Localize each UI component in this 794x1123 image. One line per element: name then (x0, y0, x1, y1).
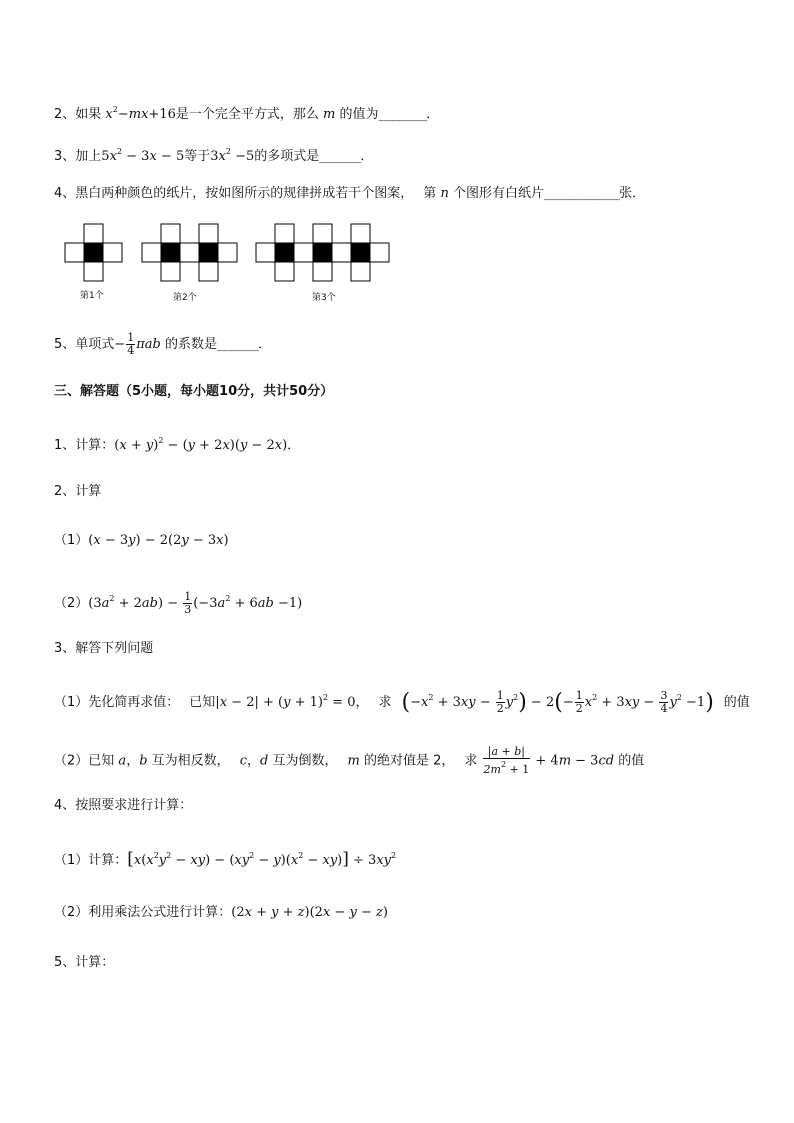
black-tile (199, 243, 218, 262)
q2-suffix: 的值为 (339, 107, 379, 122)
problem-4-sub2-label: （2）利用乘法公式进行计算： (54, 905, 232, 920)
section-heading: 三、解答题（5小题，每小题10分，共计50分） (54, 384, 334, 399)
problem-4-sub2-expression: (2x + y + z)(2x − y − z) (231, 905, 388, 920)
white-tile (275, 224, 294, 243)
problem-1-label: 1、计算： (54, 438, 115, 453)
white-tile (199, 262, 218, 281)
q3-blank[interactable]: ______ (319, 149, 361, 164)
problem-3-part-1: （1）先化简再求值： 已知$|x - 2| + (y + 1)^2 = 0$， 求 ($-x^2 + 3xy$ − $\frac{1}{2}$ $y^2) - 2(-$ $\frac{1}{2}$ $x^2 + 3xy$ − $\frac{3}{4}$ $y^2 -1$) 的值 (54, 689, 750, 715)
problem-3-sub2-a: （2）已知 (54, 753, 115, 769)
q4-blank[interactable]: ___________ (543, 186, 620, 201)
problem-3-sub1-e: 的值 (723, 695, 750, 710)
problem-3-sub2-fraction: $\frac{|a + b|}{2m^2 + 1}$ (483, 745, 530, 776)
problem-5-label: 5、计算： (54, 955, 115, 970)
q5-monomial: πab (136, 337, 161, 352)
q3-mid: 等于 (184, 149, 211, 164)
fill-question-2 (54, 100, 439, 125)
pattern-figure (60, 222, 400, 306)
black-tile (351, 243, 370, 262)
white-tile (84, 262, 103, 281)
caption-figure-3: 第3个 (312, 293, 336, 303)
white-tile (313, 224, 332, 243)
problem-3-sub1-c: ， (355, 695, 369, 710)
problem-1-expression: $(x + y)^2 - (y + 2x)(y - 2x)$ (114, 436, 288, 453)
problem-3-sub2-b: 互为相反数， (151, 753, 230, 769)
problem-3-sub1-condition: $|x - 2| + (y + 1)^2 = 0$ (215, 693, 356, 710)
q5-prefix: 5、单项式 (54, 337, 115, 352)
black-tile (275, 243, 294, 262)
white-tile (275, 262, 294, 281)
q5-blank[interactable]: ______ (216, 337, 258, 352)
white-tile (351, 224, 370, 243)
q5-suffix: 的系数是 (164, 337, 217, 352)
white-tile (199, 224, 218, 243)
white-tile (180, 243, 199, 262)
problem-3-sub2-d: 的绝对值是 2， (363, 753, 455, 769)
problem-2-label: 2、计算 (54, 484, 102, 499)
pattern-figure-svg (60, 222, 400, 302)
white-tile (142, 243, 161, 262)
problem-3-sub1-expression: $-x^2 + 3xy$ − (410, 693, 495, 710)
problem-1-end: ． (287, 438, 301, 453)
black-tile (84, 243, 103, 262)
q3-expr-a: $5x^2 - 3x - 5$ (101, 147, 185, 164)
problem-2-sub2-expression: $(3a^2 + 2ab)$ − (88, 594, 183, 611)
problem-4-part-1 (54, 846, 396, 871)
problem-4-sub1-expression: $[x(x^2y^2 - xy) - (xy^2 - y)(x^2 - xy)] \div 3xy^2$ (127, 849, 397, 869)
white-tile (351, 262, 370, 281)
white-tile (218, 243, 237, 262)
problem-2-sub2-label: （2） (54, 596, 89, 611)
problem-2-sub1-expression: (x − 3y) − 2(2y − 3x) (88, 533, 229, 548)
q5-end: ． (257, 337, 271, 352)
black-tile (161, 243, 180, 262)
q4-mid: 第 (423, 186, 437, 201)
problem-4-part-2 (54, 903, 388, 923)
problem-3-sub1-d: 求 (378, 695, 392, 710)
q5-fraction: $\frac{1}{4}$ (127, 331, 135, 357)
q3-expr-b: $3x^2 -5$ (210, 147, 255, 164)
fill-question-5: 5、单项式− $\frac{1}{4}$ πab 的系数是______． (54, 331, 271, 357)
problem-2-part-1 (54, 531, 229, 551)
problem-1 (54, 431, 300, 456)
q3-suffix: 的多项式是 (254, 149, 320, 164)
problem-4-sub1-label: （1）计算： (54, 853, 128, 868)
white-tile (294, 243, 313, 262)
problem-2-sub2-fraction: $\frac{1}{3}$ (184, 590, 192, 616)
problem-2-part-2: $(2)(3a^2 + 2ab)$ − $\frac{1}{3}$ $(-3a^2 + 6ab -1)$ (54, 590, 303, 616)
q2-expression: $x^2-mx+16$ (105, 105, 176, 122)
problem-3-sub2-e: 求 (464, 753, 478, 769)
white-tile (84, 224, 103, 243)
white-tile (370, 243, 389, 262)
white-tile (161, 262, 180, 281)
problem-3-sub1-a: （1）先化简再求值： (54, 695, 180, 710)
q3-end: ． (360, 149, 374, 164)
problem-3-sub2-f: 的值 (618, 753, 645, 769)
q2-prefix: 2、如果 (54, 107, 106, 122)
fill-question-4 (54, 184, 645, 204)
q4-suffix: 个图形有白纸片 (452, 186, 544, 201)
caption-figure-1: 第1个 (80, 291, 104, 301)
problem-3-part-2: （2）已知 a，b 互为相反数， c，d 互为倒数， m 的绝对值是 2， 求 $\frac{|a + b|}{2m^2 + 1}$ + 4m − 3cd 的值 (54, 745, 645, 776)
white-tile (161, 224, 180, 243)
problem-3-sub2-expression: + 4m − 3cd (531, 753, 615, 769)
black-tile (313, 243, 332, 262)
white-tile (103, 243, 122, 262)
problem-4-label: 4、按照要求进行计算： (54, 798, 193, 813)
q2-end: ． (426, 107, 440, 122)
q4-end: 张． (619, 186, 646, 201)
q2-mid: 是一个完全平方式，那么 (175, 107, 319, 122)
q2-var-m: m (323, 107, 336, 122)
problem-3-label: 3、解答下列问题 (54, 641, 154, 656)
problem-3-sub1-b: 已知 (189, 695, 216, 710)
white-tile (332, 243, 351, 262)
white-tile (313, 262, 332, 281)
q3-prefix: 3、加上 (54, 149, 102, 164)
fill-question-3 (54, 142, 373, 167)
caption-figure-2: 第2个 (173, 293, 197, 303)
white-tile (256, 243, 275, 262)
problem-3-sub2-c: 互为倒数， (272, 753, 338, 769)
q4-var: n (440, 186, 449, 201)
white-tile (65, 243, 84, 262)
problem-2-sub1-label: （1） (54, 533, 89, 548)
q4-prefix: 4、黑白两种颜色的纸片，按如图所示的规律拼成若干个图案， (54, 186, 414, 201)
q2-blank[interactable]: _______ (378, 107, 427, 122)
